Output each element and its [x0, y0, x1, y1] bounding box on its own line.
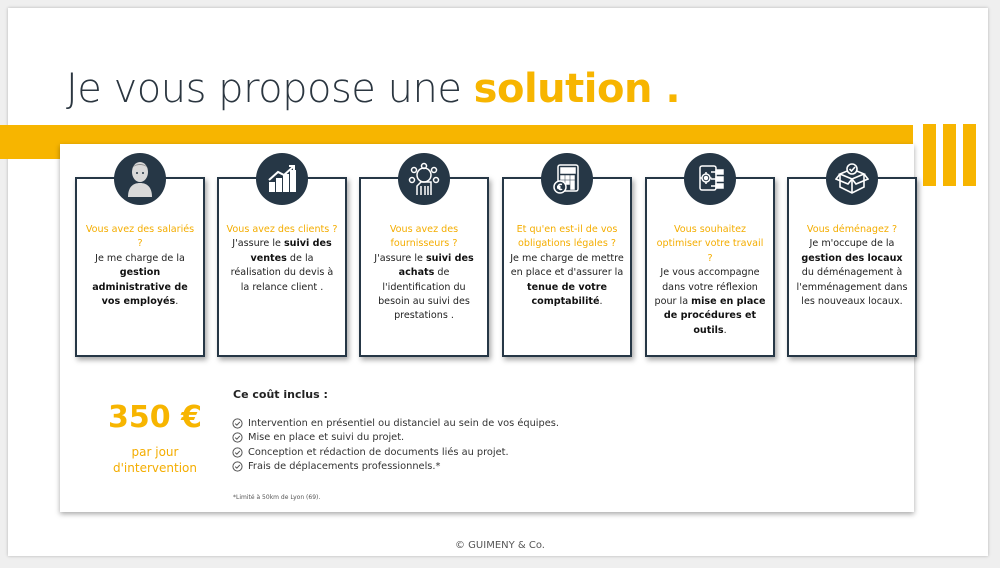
card-text-end: .	[599, 296, 603, 308]
footnote: *Limité à 50km de Lyon (69).	[233, 494, 321, 501]
card-question: Vous souhaitez optimiser votre travail ?	[656, 224, 764, 264]
title-main: Je vous propose une	[66, 66, 474, 112]
network-hand-icon	[398, 153, 450, 205]
moving-box-icon	[826, 153, 878, 205]
calculator-icon	[541, 153, 593, 205]
list-item-text: Intervention en présentiel ou distanciel au sein de vos équipes.	[248, 417, 559, 429]
card-question: Vous avez des fournisseurs ?	[389, 224, 459, 250]
slide-title	[66, 66, 680, 112]
footer-copyright: © GUIMENY & Co.	[455, 540, 545, 551]
price-amount: 350 €	[108, 400, 202, 435]
card-question: Et qu'en est-il de vos obligations légales ?	[516, 224, 618, 250]
card-text: J'assure le	[232, 238, 284, 250]
service-card-salaries	[75, 177, 205, 357]
includes-list	[232, 416, 559, 474]
list-item	[232, 460, 559, 475]
card-text: Je vous accompagne dans votre réflexion pour la	[654, 267, 760, 308]
list-item	[232, 431, 559, 446]
card-text-end: de l'identification du besoin au suivi des prestations .	[378, 267, 470, 322]
check-circle-icon	[232, 432, 243, 443]
list-item-text: Conception et rédaction de documents liés au projet.	[248, 446, 509, 458]
card-text: Je m'occupe de la	[809, 238, 895, 250]
card-text-bold: gestion des locaux	[801, 252, 903, 264]
process-icon	[684, 153, 736, 205]
price-unit: par jour d'intervention	[113, 445, 197, 475]
card-question: Vous avez des clients ?	[226, 224, 338, 235]
growth-chart-icon	[256, 153, 308, 205]
service-card-obligations	[502, 177, 632, 357]
card-text-bold: mise en place de procédures et outils	[663, 296, 766, 336]
list-item	[232, 416, 559, 431]
card-question: Vous déménagez ?	[806, 224, 898, 235]
person-icon	[114, 153, 166, 205]
card-text: J'assure le	[374, 252, 426, 264]
check-circle-icon	[232, 447, 243, 458]
list-item	[232, 445, 559, 460]
service-card-clients	[217, 177, 347, 357]
card-question: Vous avez des salariés ?	[85, 224, 195, 250]
card-text-end: de la réalisation du devis à la relance client .	[230, 252, 334, 293]
service-card-fournisseurs	[359, 177, 489, 357]
card-text: Je me charge de mettre en place et d'assurer la	[510, 252, 624, 279]
service-card-demenagement	[787, 177, 917, 357]
card-text-end: .	[723, 324, 727, 336]
includes-title: Ce coût inclus :	[233, 388, 328, 401]
list-item-text: Mise en place et suivi du projet.	[248, 432, 405, 444]
title-accent: solution .	[473, 66, 681, 112]
card-text-bold: tenue de votre comptabilité	[527, 281, 607, 308]
card-text: Je me charge de la	[95, 252, 185, 264]
service-card-travail	[645, 177, 775, 357]
check-circle-icon	[232, 461, 243, 472]
card-text-bold: suivi des ventes	[250, 238, 332, 264]
list-item-text: Frais de déplacements professionnels.*	[248, 461, 441, 473]
card-text-end: du déménagement à l'emménagement dans les nouveaux locaux.	[796, 267, 908, 308]
card-text-bold: gestion administrative de vos employés	[92, 267, 188, 308]
check-circle-icon	[232, 418, 243, 429]
card-text-bold: suivi des achats	[398, 252, 474, 279]
card-text-end: .	[175, 296, 179, 308]
yellow-stripes	[923, 124, 976, 186]
